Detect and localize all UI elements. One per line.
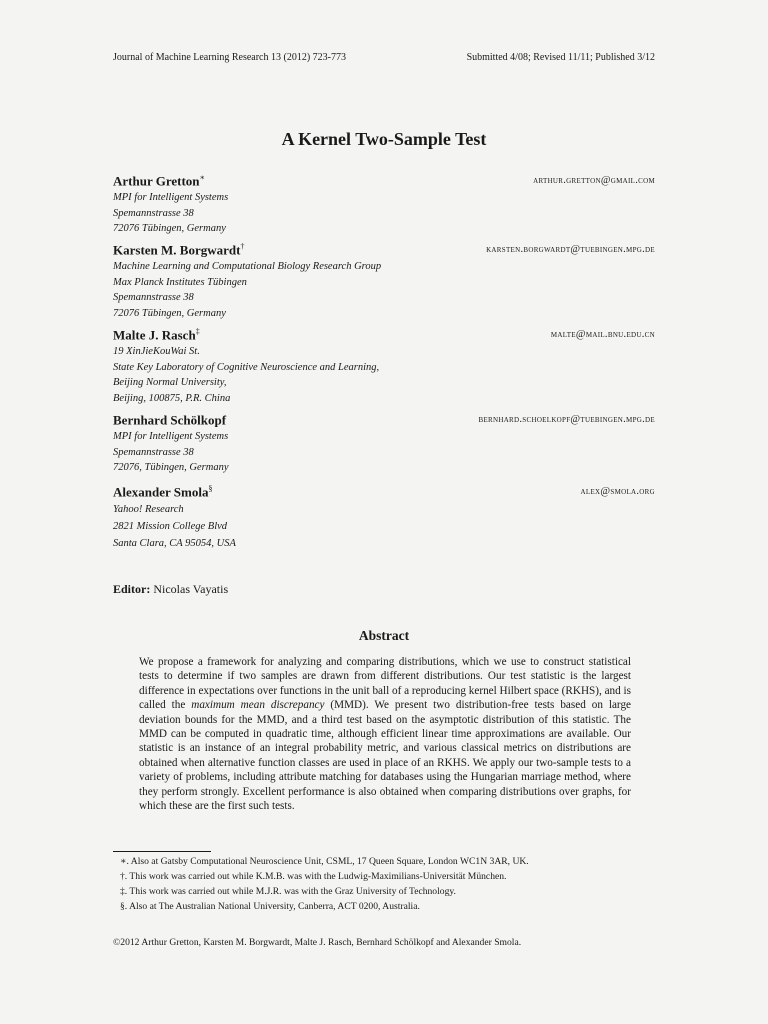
author-email[interactable]: arthur.gretton@gmail.com [533, 175, 655, 186]
author-affiliation: MPI for Intelligent Systems Spemannstrasse 38 72076, Tübingen, Germany [113, 431, 229, 473]
paper-title: A Kernel Two-Sample Test [281, 129, 487, 149]
author-name: Bernhard Schölkopf [113, 412, 227, 428]
footnotes: ∗. Also at Gatsby Computational Neuroscience Unit, CSML, 17 Queen Square, London WC1N 3AR, UK. †. This work was carried out while K.M.B. was with the Ludwig-Maximilians-Universität München. ‡. This work was carried out while M.J.R. was with the Graz University of Technology. §. Also at The Australian National University, Canberra, ACT 0200, Australia. [120, 856, 529, 912]
journal-header: Journal of Machine Learning Research 13 (2012) 723-773 [113, 52, 346, 63]
author-name: Karsten M. Borgwardt† [113, 242, 245, 258]
abstract-heading: Abstract [358, 628, 410, 643]
submission-dates: Submitted 4/08; Revised 11/11; Published 3/12 [466, 52, 655, 63]
author-name: Arthur Gretton∗ [113, 173, 205, 189]
author-affiliation: Yahoo! Research 2821 Mission College Blvd Santa Clara, CA 95054, USA [113, 504, 236, 549]
copyright-notice: ©2012 Arthur Gretton, Karsten M. Borgwardt, Malte J. Rasch, Bernhard Schölkopf and Alexander Smola. [113, 937, 522, 948]
author-email[interactable]: alex@smola.org [580, 486, 655, 497]
author-email[interactable]: karsten.borgwardt@tuebingen.mpg.de [486, 244, 655, 255]
author-email[interactable]: bernhard.schoelkopf@tuebingen.mpg.de [478, 414, 655, 425]
editor-line: Editor: Nicolas Vayatis [113, 582, 229, 596]
author-email[interactable]: malte@mail.bnu.edu.cn [550, 329, 655, 340]
abstract-body: We propose a framework for analyzing and comparing distributions, which we use to construct statistical tests to determine if two samples are drawn from different distributions. Our test statistic is the largest difference in expectations over functions in the unit ball of a reproducing kernel Hilbert space (RKHS), and is called the maximum mean discrepancy (MMD). We present two distribution-free tests based on large deviation bounds for the MMD, and a third test based on the asymptotic distribution of this statistic. The MMD can be computed in quadratic time, although efficient linear time approximations are available. Our statistic is an instance of an integral probability metric, and various classical metrics on distributions are obtained when alternative function classes are used in place of an RKHS. We apply our two-sample tests to a variety of problems, including attribute matching for databases using the Hungarian marriage method, where they perform strongly. Excellent performance is also obtained when comparing distributions over graphs, for which these are the first such tests. [139, 656, 632, 813]
author-affiliation: MPI for Intelligent Systems Spemannstrasse 38 72076 Tübingen, Germany [113, 192, 229, 234]
author-name: Alexander Smola§ [113, 484, 213, 500]
author-affiliation: 19 XinJieKouWai St. State Key Laboratory of Cognitive Neuroscience and Learning, Beijing Normal University, Beijing, 100875, P.R. China [113, 346, 380, 404]
footnote-rule [113, 851, 211, 852]
author-affiliation: Machine Learning and Computational Biology Research Group Max Planck Institutes Tübingen Spemannstrasse 38 72076 Tübingen, Germany [113, 261, 382, 319]
author-name: Malte J. Rasch‡ [113, 327, 200, 343]
